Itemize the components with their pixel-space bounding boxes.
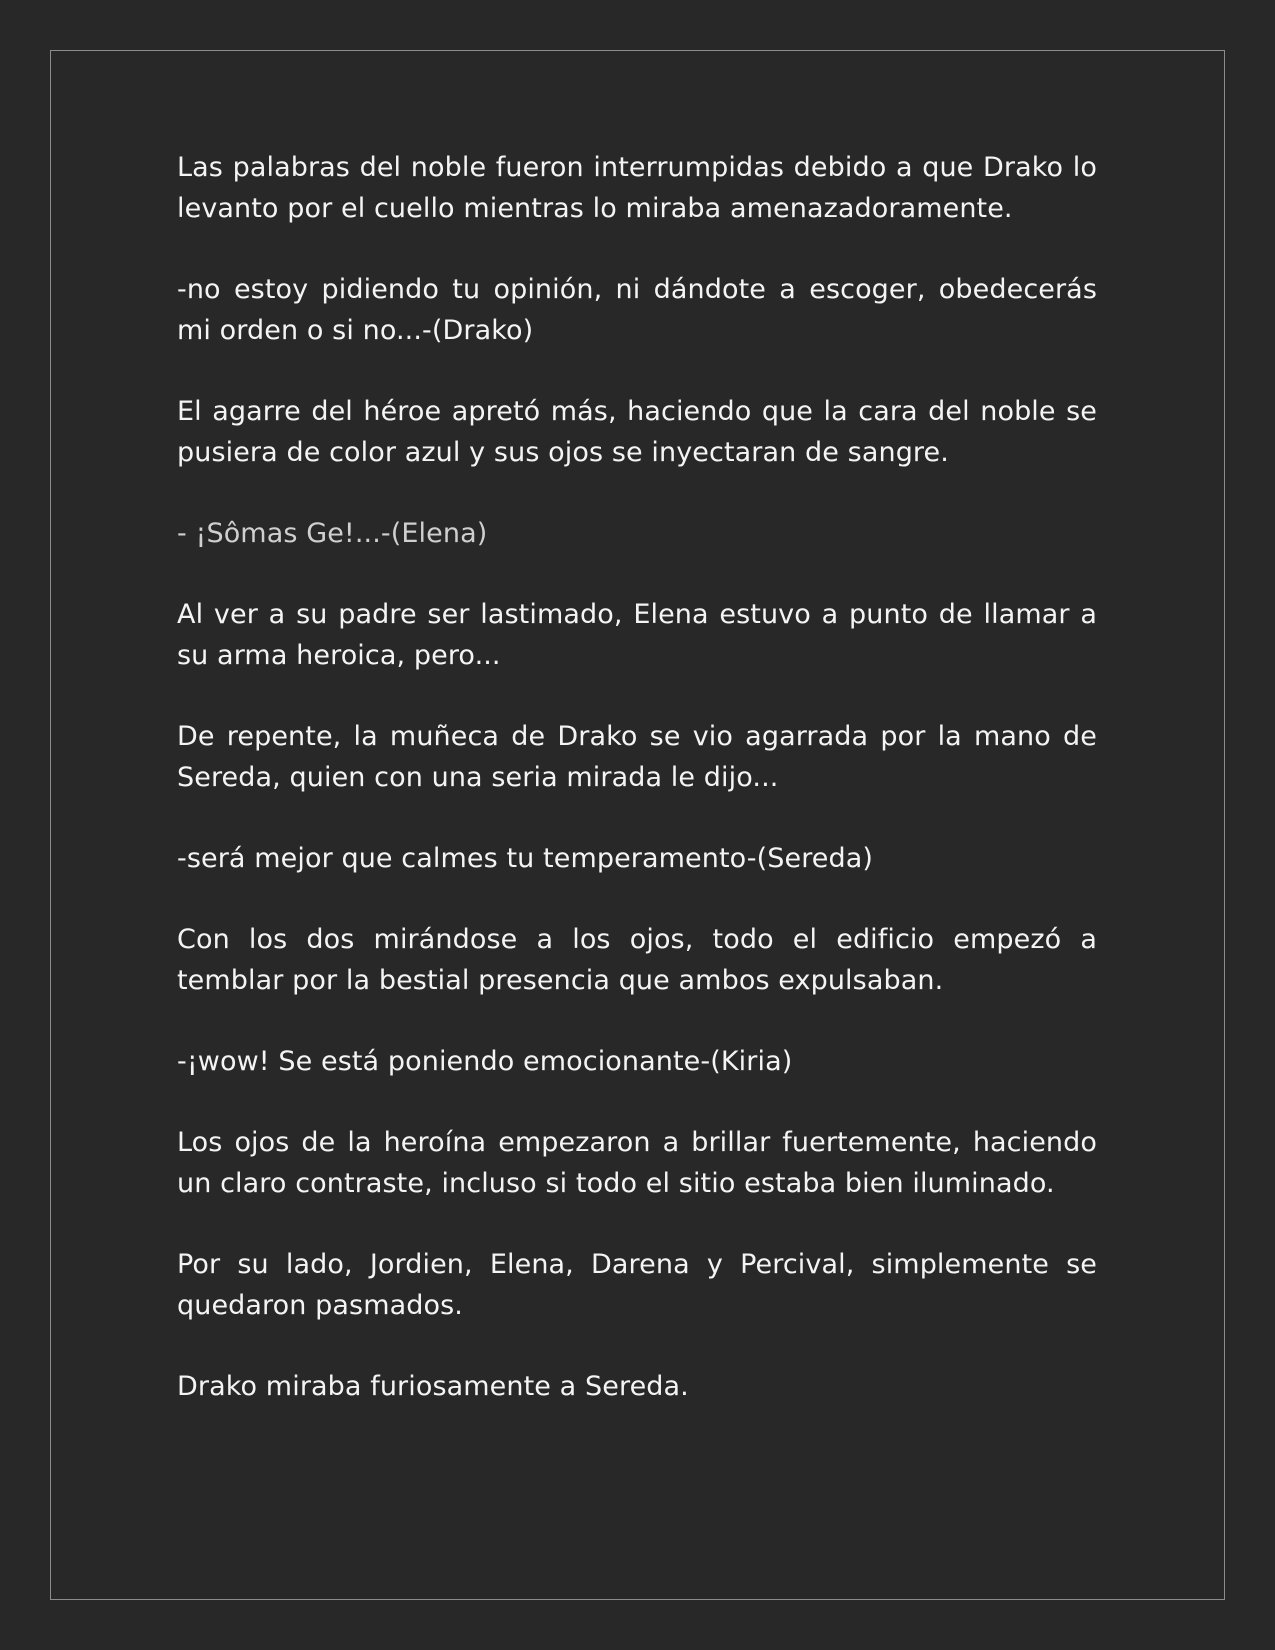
paragraph-10: Los ojos de la heroína empezaron a brillar fuertemente, haciendo un claro contraste, incluso si todo el sitio estaba bien iluminado. <box>177 1127 1097 1199</box>
paragraph-11: Por su lado, Jordien, Elena, Darena y Percival, simplemente se quedaron pasmados. <box>177 1249 1097 1321</box>
paragraph-9: -¡wow! Se está poniendo emocionante-(Kiria) <box>177 1046 793 1077</box>
text-body <box>177 147 1097 1447</box>
paragraph-5: Al ver a su padre ser lastimado, Elena estuvo a punto de llamar a su arma heroica, pero... <box>177 599 1097 671</box>
paragraph-8: Con los dos mirándose a los ojos, todo el edificio empezó a temblar por la bestial presencia que ambos expulsaban. <box>177 924 1097 996</box>
paragraph-12: Drako miraba furiosamente a Sereda. <box>177 1371 689 1402</box>
paragraph-4: - ¡Sômas Ge!...-(Elena) <box>177 518 488 549</box>
paragraph-2: -no estoy pidiendo tu opinión, ni dándote a escoger, obedecerás mi orden o si no...-(Drako) <box>177 274 1097 346</box>
paragraph-7: -será mejor que calmes tu temperamento-(Sereda) <box>177 843 874 874</box>
paragraph-1: Las palabras del noble fueron interrumpidas debido a que Drako lo levanto por el cuello mientras lo miraba amenazadoramente. <box>177 152 1097 224</box>
paragraph-6: De repente, la muñeca de Drako se vio agarrada por la mano de Sereda, quien con una seria mirada le dijo... <box>177 721 1097 793</box>
paragraph-3: El agarre del héroe apretó más, haciendo que la cara del noble se pusiera de color azul y sus ojos se inyectaran de sangre. <box>177 396 1097 468</box>
